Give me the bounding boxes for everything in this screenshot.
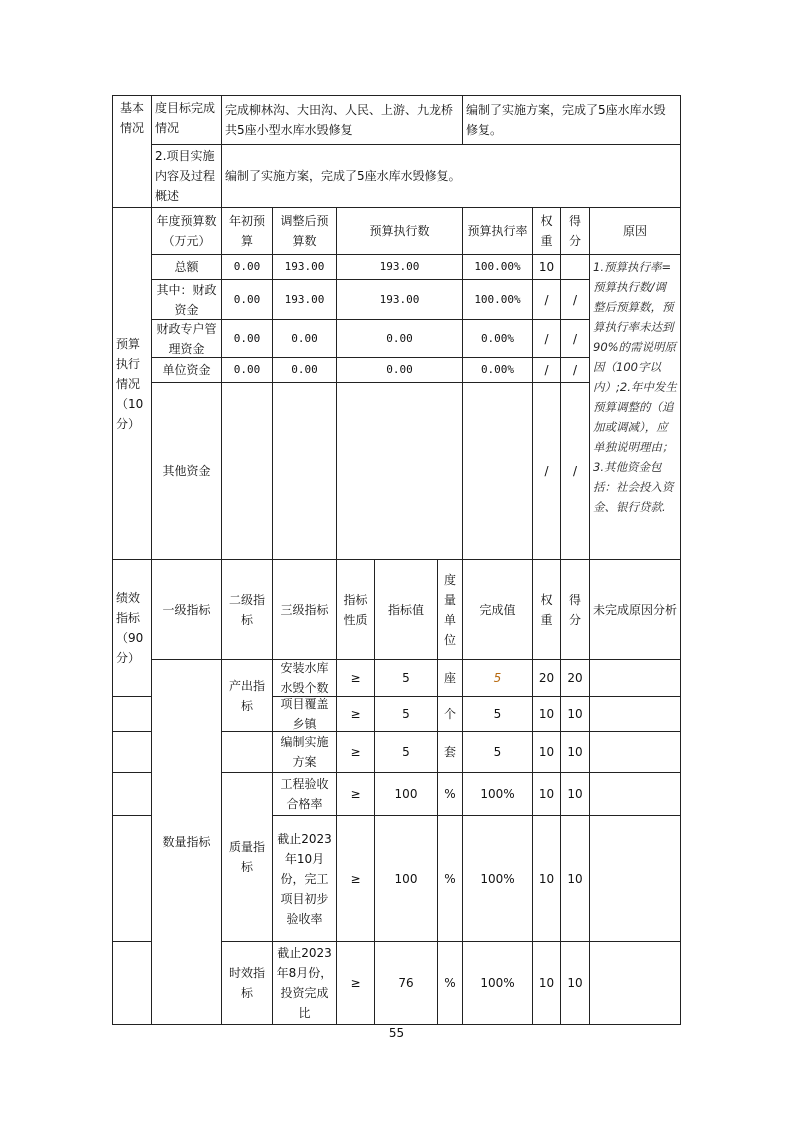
executed-budget: 0.00	[337, 358, 462, 382]
adjusted-budget: 193.00	[273, 280, 336, 319]
performance-header: 二级指标	[222, 560, 272, 659]
score: /	[561, 383, 589, 559]
weight: 20	[533, 660, 560, 696]
content-text: 编制了实施方案，完成了5座水库水毁修复。	[222, 145, 680, 207]
budget-header: 权重	[533, 208, 560, 254]
goal-label: 度目标完成情况	[152, 96, 221, 144]
unfinished-reason	[590, 942, 680, 1024]
level3-indicator: 编制实施方案	[273, 732, 336, 772]
indicator-value: 5	[375, 732, 437, 772]
budget-row-label: 财政专户管理资金	[152, 320, 221, 357]
performance-header: 指标值	[375, 560, 437, 659]
indicator-value: 76	[375, 942, 437, 1024]
budget-section-label: 预算执行情况（10分）	[113, 208, 151, 559]
measure-unit: 座	[438, 660, 462, 696]
score: /	[561, 280, 589, 319]
weight: 10	[533, 816, 560, 941]
score: /	[561, 358, 589, 382]
performance-header: 未完成原因分析	[590, 560, 680, 659]
empty-cell	[113, 942, 151, 1024]
actual-value: 100%	[463, 773, 532, 815]
empty-cell	[113, 816, 151, 941]
execution-rate: 0.00%	[463, 320, 532, 357]
initial-budget: 0.00	[222, 255, 272, 279]
measure-unit: 个	[438, 697, 462, 731]
indicator-value: 5	[375, 660, 437, 696]
unfinished-reason	[590, 697, 680, 731]
basic-section-label: 基本情况	[113, 96, 151, 207]
goal-actual: 编制了实施方案，完成了5座水库水毁修复。	[463, 96, 680, 144]
execution-rate	[463, 383, 532, 559]
level3-indicator: 安装水库水毁个数	[273, 660, 336, 696]
actual-value: 5	[463, 732, 532, 772]
actual-value: 100%	[463, 816, 532, 941]
adjusted-budget: 0.00	[273, 358, 336, 382]
unfinished-reason	[590, 732, 680, 772]
budget-header: 预算执行率	[463, 208, 532, 254]
content-label: 2.项目实施内容及过程概述	[152, 145, 221, 207]
budget-header: 原因	[590, 208, 680, 254]
empty-cell	[113, 732, 151, 772]
execution-rate: 0.00%	[463, 358, 532, 382]
performance-header: 度量单位	[438, 560, 462, 659]
performance-header: 一级指标	[152, 560, 221, 659]
actual-value: 5	[463, 660, 532, 696]
score: 10	[561, 732, 589, 772]
weight: /	[533, 320, 560, 357]
unfinished-reason	[590, 816, 680, 941]
score: /	[561, 320, 589, 357]
indicator-nature: ≥	[337, 773, 374, 815]
actual-value: 100%	[463, 942, 532, 1024]
level2-indicator: 时效指标	[222, 942, 272, 1024]
indicator-nature: ≥	[337, 660, 374, 696]
measure-unit: %	[438, 942, 462, 1024]
initial-budget: 0.00	[222, 358, 272, 382]
weight: 10	[533, 697, 560, 731]
unfinished-reason	[590, 773, 680, 815]
level3-indicator: 项目覆盖乡镇	[273, 697, 336, 731]
indicator-value: 100	[375, 816, 437, 941]
adjusted-budget: 0.00	[273, 320, 336, 357]
initial-budget	[222, 383, 272, 559]
execution-rate: 100.00%	[463, 280, 532, 319]
score: 10	[561, 773, 589, 815]
measure-unit: %	[438, 773, 462, 815]
performance-header: 得分	[561, 560, 589, 659]
weight: /	[533, 280, 560, 319]
budget-row-label: 总额	[152, 255, 221, 279]
executed-budget	[337, 383, 462, 559]
executed-budget: 0.00	[337, 320, 462, 357]
executed-budget: 193.00	[337, 280, 462, 319]
budget-row-label: 其中：财政资金	[152, 280, 221, 319]
budget-row-label: 其他资金	[152, 383, 221, 559]
empty-cell	[113, 697, 151, 731]
level2-indicator: 质量指标	[222, 773, 272, 941]
indicator-value: 5	[375, 697, 437, 731]
measure-unit: %	[438, 816, 462, 941]
level2-indicator: 产出指标	[222, 660, 272, 731]
initial-budget: 0.00	[222, 320, 272, 357]
performance-header: 三级指标	[273, 560, 336, 659]
weight: /	[533, 383, 560, 559]
weight: 10	[533, 732, 560, 772]
weight: /	[533, 358, 560, 382]
score: 10	[561, 942, 589, 1024]
indicator-nature: ≥	[337, 942, 374, 1024]
executed-budget: 193.00	[337, 255, 462, 279]
initial-budget: 0.00	[222, 280, 272, 319]
score: 10	[561, 697, 589, 731]
actual-value: 5	[463, 697, 532, 731]
indicator-value: 100	[375, 773, 437, 815]
performance-header: 指标性质	[337, 560, 374, 659]
budget-header: 得分	[561, 208, 589, 254]
budget-header: 年度预算数（万元）	[152, 208, 221, 254]
score: 20	[561, 660, 589, 696]
performance-header: 权重	[533, 560, 560, 659]
empty-cell	[113, 773, 151, 815]
unfinished-reason	[590, 660, 680, 696]
score: 10	[561, 816, 589, 941]
indicator-nature: ≥	[337, 697, 374, 731]
measure-unit: 套	[438, 732, 462, 772]
indicator-nature: ≥	[337, 816, 374, 941]
budget-row-label: 单位资金	[152, 358, 221, 382]
weight: 10	[533, 255, 560, 279]
performance-section-label: 绩效指标（90分）	[113, 560, 151, 696]
indicator-nature: ≥	[337, 732, 374, 772]
level3-indicator: 截止2023年8月份，投资完成比	[273, 942, 336, 1024]
performance-table	[112, 95, 681, 1025]
level3-indicator: 工程验收合格率	[273, 773, 336, 815]
reason-note: 1.预算执行率=预算执行数/调整后预算数，预算执行率未达到90%的需说明原因（100字以内）;2.年中发生预算调整的（追加或调减），应单独说明理由；3.其他资金包括：社会投入资金、银行贷款.	[590, 255, 680, 559]
budget-header: 预算执行数	[337, 208, 462, 254]
empty-cell	[222, 732, 272, 772]
level1-indicator: 数量指标	[152, 660, 221, 1024]
adjusted-budget: 193.00	[273, 255, 336, 279]
budget-header: 年初预算	[222, 208, 272, 254]
weight: 10	[533, 942, 560, 1024]
score	[561, 255, 589, 279]
goal-plan: 完成柳林沟、大田沟、人民、上游、九龙桥共5座小型水库水毁修复	[222, 96, 462, 144]
adjusted-budget	[273, 383, 336, 559]
execution-rate: 100.00%	[463, 255, 532, 279]
page-number: 55	[388, 1026, 405, 1040]
performance-header: 完成值	[463, 560, 532, 659]
budget-header: 调整后预算数	[273, 208, 336, 254]
level3-indicator: 截止2023年10月份，完工项目初步验收率	[273, 816, 336, 941]
weight: 10	[533, 773, 560, 815]
